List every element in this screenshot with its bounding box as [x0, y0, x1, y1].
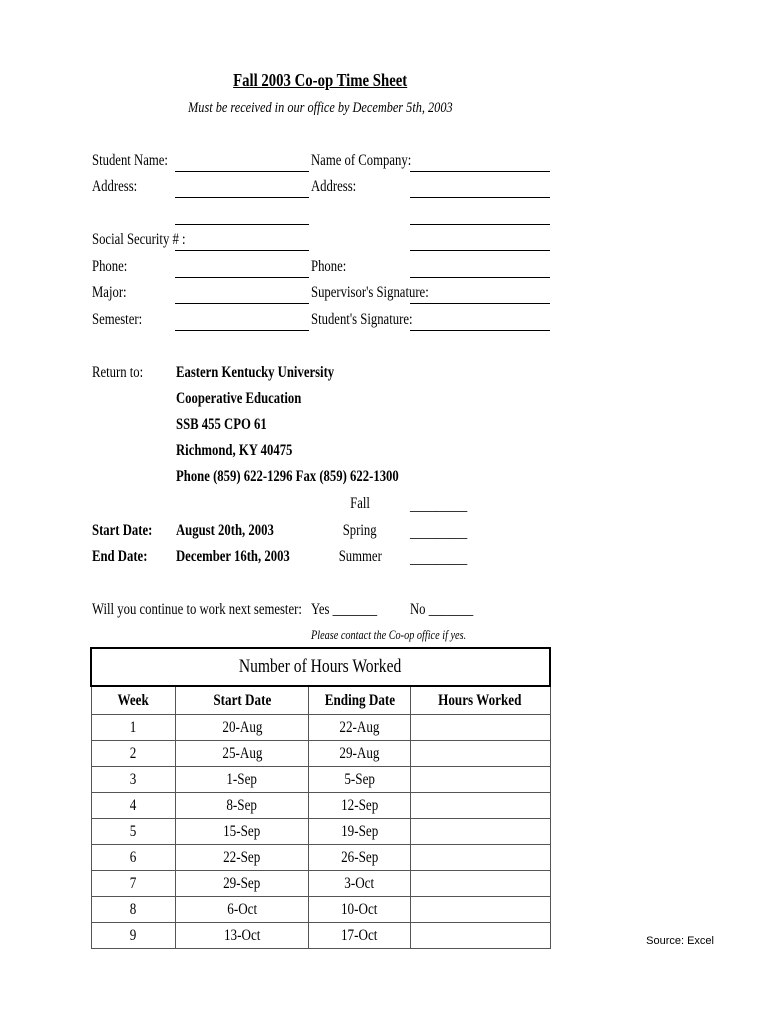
student-address-field[interactable]: [175, 197, 309, 198]
supervisor-signature-field[interactable]: [410, 303, 550, 304]
start-date-cell: 29-Sep: [175, 871, 309, 897]
term-spring-label: Spring: [343, 522, 377, 539]
column-header-ending-date: Ending Date: [309, 686, 410, 715]
return-phone-fax: Phone (859) 622-1296 Fax (859) 622-1300: [176, 468, 399, 485]
ssn-label: Social Security # :: [92, 231, 186, 248]
start-date-cell: 22-Sep: [175, 845, 309, 871]
table-row: [91, 741, 550, 767]
ending-date-cell: 12-Sep: [309, 793, 410, 819]
start-date-cell: 6-Oct: [175, 897, 309, 923]
table-row: [91, 897, 550, 923]
company-address-field[interactable]: [410, 197, 550, 198]
start-date-cell: 25-Aug: [175, 741, 309, 767]
table-row: [91, 767, 550, 793]
week-cell: 5: [91, 819, 175, 845]
end-date-label: End Date:: [92, 548, 148, 565]
hours-worked-cell[interactable]: [410, 741, 550, 767]
source-note: Source: Excel: [646, 935, 714, 947]
major-field[interactable]: [175, 303, 309, 304]
start-date-cell: 20-Aug: [175, 715, 309, 741]
start-date-cell: 15-Sep: [175, 819, 309, 845]
return-address-line: Eastern Kentucky University: [176, 364, 335, 381]
student-address-label: Address:: [92, 178, 138, 195]
continue-yes[interactable]: Yes _______: [311, 601, 378, 618]
start-date-value: August 20th, 2003: [176, 522, 274, 539]
page-subtitle: Must be received in our office by December 5th, 2003: [187, 100, 453, 116]
week-cell: 2: [91, 741, 175, 767]
return-to-label: Return to:: [92, 364, 144, 381]
table-row: [91, 715, 550, 741]
semester-label: Semester:: [92, 311, 143, 328]
company-address-label: Address:: [311, 178, 357, 195]
hours-worked-cell[interactable]: [410, 793, 550, 819]
major-label: Major:: [92, 284, 127, 301]
hours-worked-cell[interactable]: [410, 871, 550, 897]
week-cell: 6: [91, 845, 175, 871]
semester-field[interactable]: [175, 330, 309, 331]
company-address-field-2[interactable]: [410, 224, 550, 225]
term-summer-blank[interactable]: _________: [410, 550, 468, 567]
company-address-field-3[interactable]: [410, 250, 550, 251]
table-row: [91, 871, 550, 897]
hours-table: [90, 647, 551, 949]
company-name-label: Name of Company:: [311, 152, 412, 169]
continue-no[interactable]: No _______: [410, 601, 474, 618]
ending-date-cell: 19-Sep: [309, 819, 410, 845]
return-address-line: Cooperative Education: [176, 390, 302, 407]
continue-question: Will you continue to work next semester:: [92, 601, 302, 618]
week-cell: 1: [91, 715, 175, 741]
term-spring-blank[interactable]: _________: [410, 524, 468, 541]
student-signature-field[interactable]: [410, 330, 550, 331]
student-address-field-2[interactable]: [175, 224, 309, 225]
start-date-cell: 1-Sep: [175, 767, 309, 793]
week-cell: 8: [91, 897, 175, 923]
ssn-field[interactable]: [175, 250, 309, 251]
ending-date-cell: 3-Oct: [309, 871, 410, 897]
student-phone-field[interactable]: [175, 277, 309, 278]
student-name-field[interactable]: [175, 171, 309, 172]
company-phone-label: Phone:: [311, 258, 347, 275]
table-row: [91, 923, 550, 949]
column-header-week: Week: [91, 686, 175, 715]
hours-worked-cell[interactable]: [410, 767, 550, 793]
ending-date-cell: 29-Aug: [309, 741, 410, 767]
hours-worked-cell[interactable]: [410, 715, 550, 741]
student-phone-label: Phone:: [92, 258, 128, 275]
student-name-label: Student Name:: [92, 152, 168, 169]
week-cell: 4: [91, 793, 175, 819]
table-caption: Number of Hours Worked: [91, 648, 550, 686]
term-fall-blank[interactable]: _________: [410, 497, 468, 514]
return-address-line: SSB 455 CPO 61: [176, 416, 267, 433]
week-cell: 3: [91, 767, 175, 793]
ending-date-cell: 17-Oct: [309, 923, 410, 949]
column-header-start-date: Start Date: [175, 686, 309, 715]
column-header-hours-worked: Hours Worked: [410, 686, 550, 715]
table-row: [91, 793, 550, 819]
company-name-field[interactable]: [410, 171, 550, 172]
hours-worked-cell[interactable]: [410, 845, 550, 871]
return-address-line: Richmond, KY 40475: [176, 442, 293, 459]
supervisor-signature-label: Supervisor's Signature:: [311, 284, 429, 301]
continue-note: Please contact the Co-op office if yes.: [311, 628, 467, 642]
page-title: Fall 2003 Co-op Time Sheet: [232, 70, 408, 90]
term-summer-label: Summer: [338, 548, 382, 565]
end-date-value: December 16th, 2003: [176, 548, 290, 565]
term-fall-label: Fall: [350, 495, 370, 512]
start-date-label: Start Date:: [92, 522, 153, 539]
start-date-cell: 8-Sep: [175, 793, 309, 819]
hours-worked-cell[interactable]: [410, 897, 550, 923]
week-cell: 9: [91, 923, 175, 949]
company-phone-field[interactable]: [410, 277, 550, 278]
hours-worked-cell[interactable]: [410, 923, 550, 949]
week-cell: 7: [91, 871, 175, 897]
ending-date-cell: 26-Sep: [309, 845, 410, 871]
table-row: [91, 845, 550, 871]
table-row: [91, 819, 550, 845]
hours-worked-cell[interactable]: [410, 819, 550, 845]
ending-date-cell: 10-Oct: [309, 897, 410, 923]
student-signature-label: Student's Signature:: [311, 311, 413, 328]
ending-date-cell: 22-Aug: [309, 715, 410, 741]
ending-date-cell: 5-Sep: [309, 767, 410, 793]
start-date-cell: 13-Oct: [175, 923, 309, 949]
